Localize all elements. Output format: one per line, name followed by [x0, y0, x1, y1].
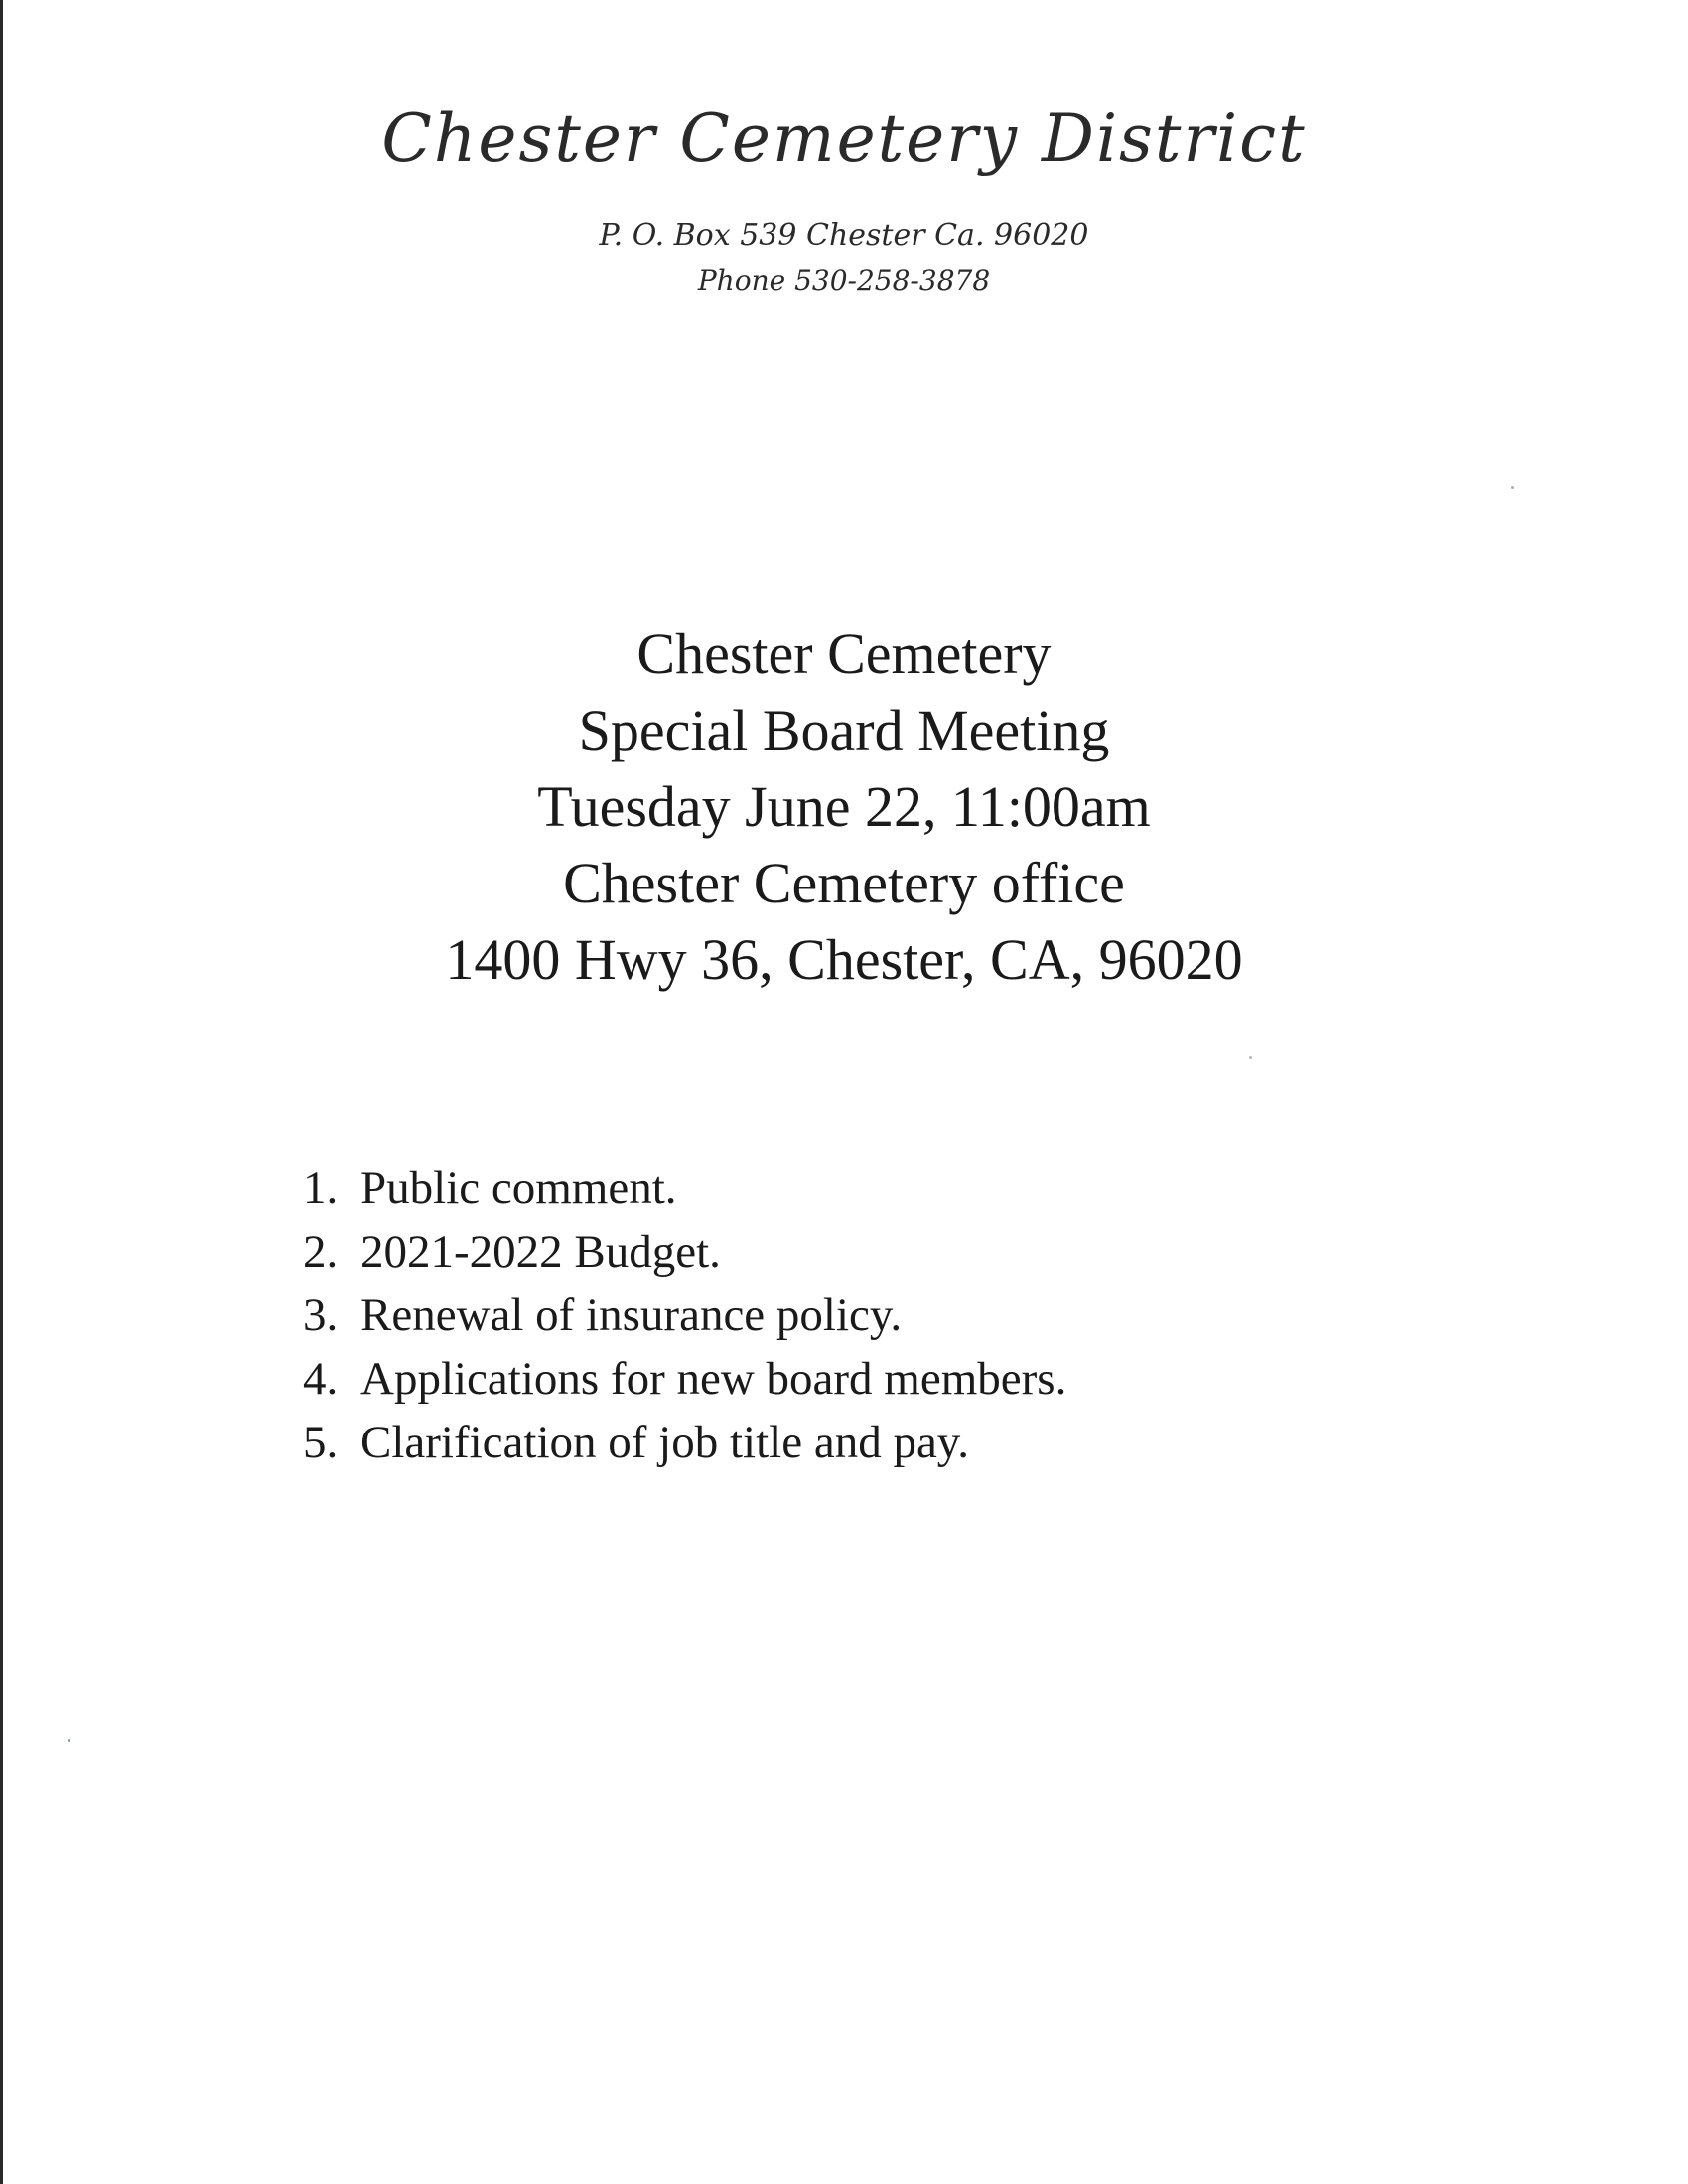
organization-address: P. O. Box 539 Chester Ca. 96020 — [599, 218, 1089, 254]
agenda-list — [303, 1157, 1066, 1474]
notice-title: Chester Cemetery — [636, 621, 1052, 686]
organization-phone: Phone 530-258-3878 — [697, 263, 991, 297]
agenda-item-number: 1. — [303, 1162, 339, 1214]
agenda-item-text: 2021-2022 Budget. — [360, 1226, 721, 1278]
notice-meeting-type: Special Board Meeting — [578, 698, 1110, 762]
agenda-item-number: 5. — [303, 1417, 339, 1468]
scan-edge — [0, 0, 3, 2184]
letterhead — [0, 99, 1688, 298]
agenda-item-text: Renewal of insurance policy. — [360, 1290, 903, 1341]
agenda-item — [303, 1347, 1066, 1411]
scan-speck — [68, 1739, 70, 1742]
agenda-item-text: Applications for new board members. — [360, 1353, 1067, 1405]
meeting-notice — [0, 615, 1688, 998]
agenda-item-number: 2. — [303, 1226, 339, 1278]
notice-location: Chester Cemetery office — [563, 851, 1125, 915]
agenda-item — [303, 1284, 1066, 1347]
scan-speck — [1249, 1056, 1252, 1059]
organization-name: Chester Cemetery District — [381, 100, 1307, 177]
notice-address: 1400 Hwy 36, Chester, CA, 96020 — [445, 927, 1243, 992]
agenda-item — [303, 1157, 1066, 1220]
agenda-item-number: 4. — [303, 1353, 339, 1405]
agenda-item-text: Clarification of job title and pay. — [360, 1417, 969, 1468]
agenda-item — [303, 1220, 1066, 1284]
notice-date-time: Tuesday June 22, 11:00am — [537, 774, 1151, 839]
agenda-item — [303, 1411, 1066, 1474]
agenda-item-number: 3. — [303, 1290, 339, 1341]
scan-speck — [1511, 486, 1514, 489]
agenda-item-text: Public comment. — [360, 1162, 677, 1214]
